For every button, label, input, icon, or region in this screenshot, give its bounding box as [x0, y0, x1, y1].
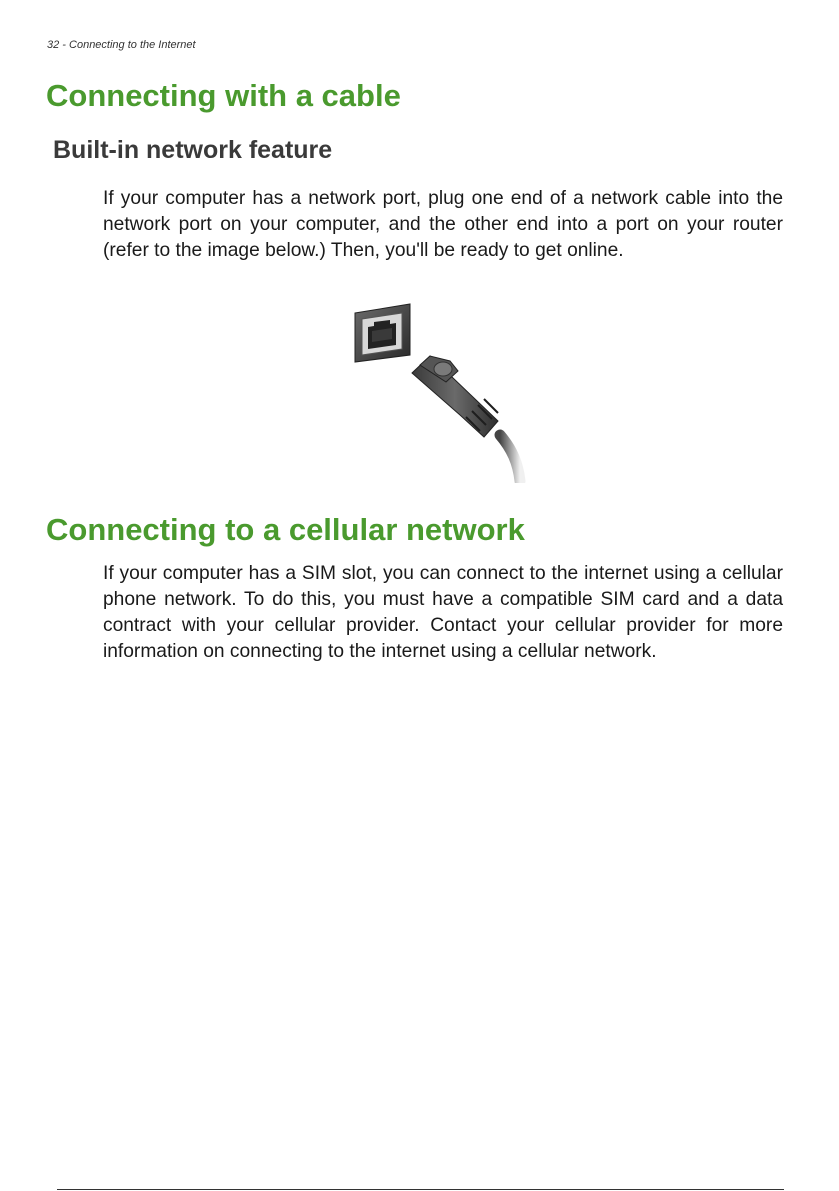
ethernet-port-icon [355, 304, 410, 362]
section-title-cellular: Connecting to a cellular network [46, 512, 525, 547]
ethernet-plug-icon [412, 356, 498, 437]
running-header: 32 - Connecting to the Internet [47, 39, 196, 51]
ethernet-port-and-cable-icon [350, 303, 530, 483]
footer-divider [57, 1189, 784, 1190]
paragraph-cellular: If your computer has a SIM slot, you can connect to the internet using a cellular phone network. To do this, you must have a compatible SIM card and a data contract with your cellular provider. Contact your cellular provider for more information on connecting to the internet using a cellular network. [103, 563, 783, 662]
section-title-cable: Connecting with a cable [46, 78, 401, 113]
paragraph-cable: If your computer has a network port, plug one end of a network cable into the network port on your computer, and the other end into a port on your router (refer to the image below.) Then, you'll be ready to get online. [103, 188, 783, 261]
subsection-title-built-in-network: Built-in network feature [53, 136, 333, 164]
